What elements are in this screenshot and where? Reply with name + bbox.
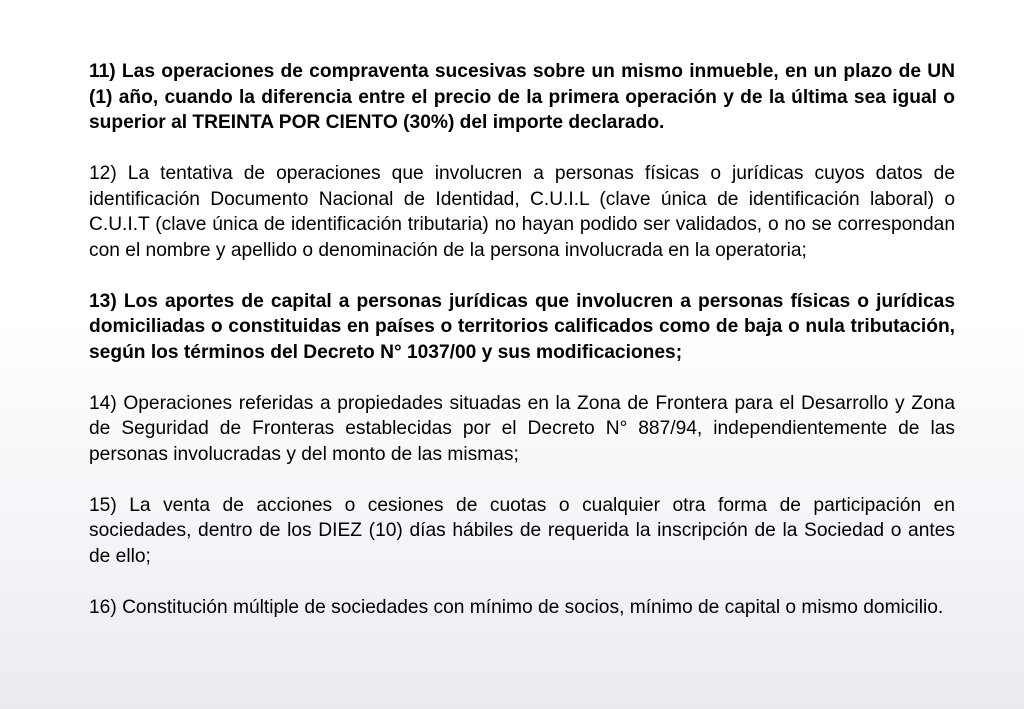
slide-body (89, 59, 955, 620)
paragraph-item-15: 15) La venta de acciones o cesiones de cuotas o cualquier otra forma de participación en sociedades, dentro de los DIEZ (10) días hábiles de requerida la inscripción de la Sociedad o antes de ello; (89, 494, 955, 567)
paragraph-item-13: 13) Los aportes de capital a personas jurídicas que involucren a personas físicas o jurídicas domiciliadas o constituidas en países o territorios calificados como de baja o nula tributación, según los términos del Decreto N° 1037/00 y sus modificaciones; (89, 290, 955, 363)
paragraph-item-14: 14) Operaciones referidas a propiedades situadas en la Zona de Frontera para el Desarrollo y Zona de Seguridad de Fronteras establecidas por el Decreto N° 887/94, independientemente de las personas involucradas y del monto de las mismas; (89, 392, 955, 465)
paragraph-item-12: 12) La tentativa de operaciones que involucren a personas físicas o jurídicas cuyos datos de identificación Documento Nacional de Identidad, C.U.I.L (clave única de identificación laboral) o C.U.I.T (clave única de identificación tributaria) no hayan podido ser validados, o no se correspondan con el nombre y apellido o denominación de la persona involucrada en la operatoria; (89, 163, 955, 261)
paragraph-item-11: 11) Las operaciones de compraventa sucesivas sobre un mismo inmueble, en un plazo de UN (1) año, cuando la diferencia entre el precio de la primera operación y de la última sea igual o superior al TREINTA POR CIENTO (30%) del importe declarado. (89, 61, 955, 133)
paragraph-item-16: 16) Constitución múltiple de sociedades con mínimo de socios, mínimo de capital o mismo domicilio. (89, 596, 944, 618)
